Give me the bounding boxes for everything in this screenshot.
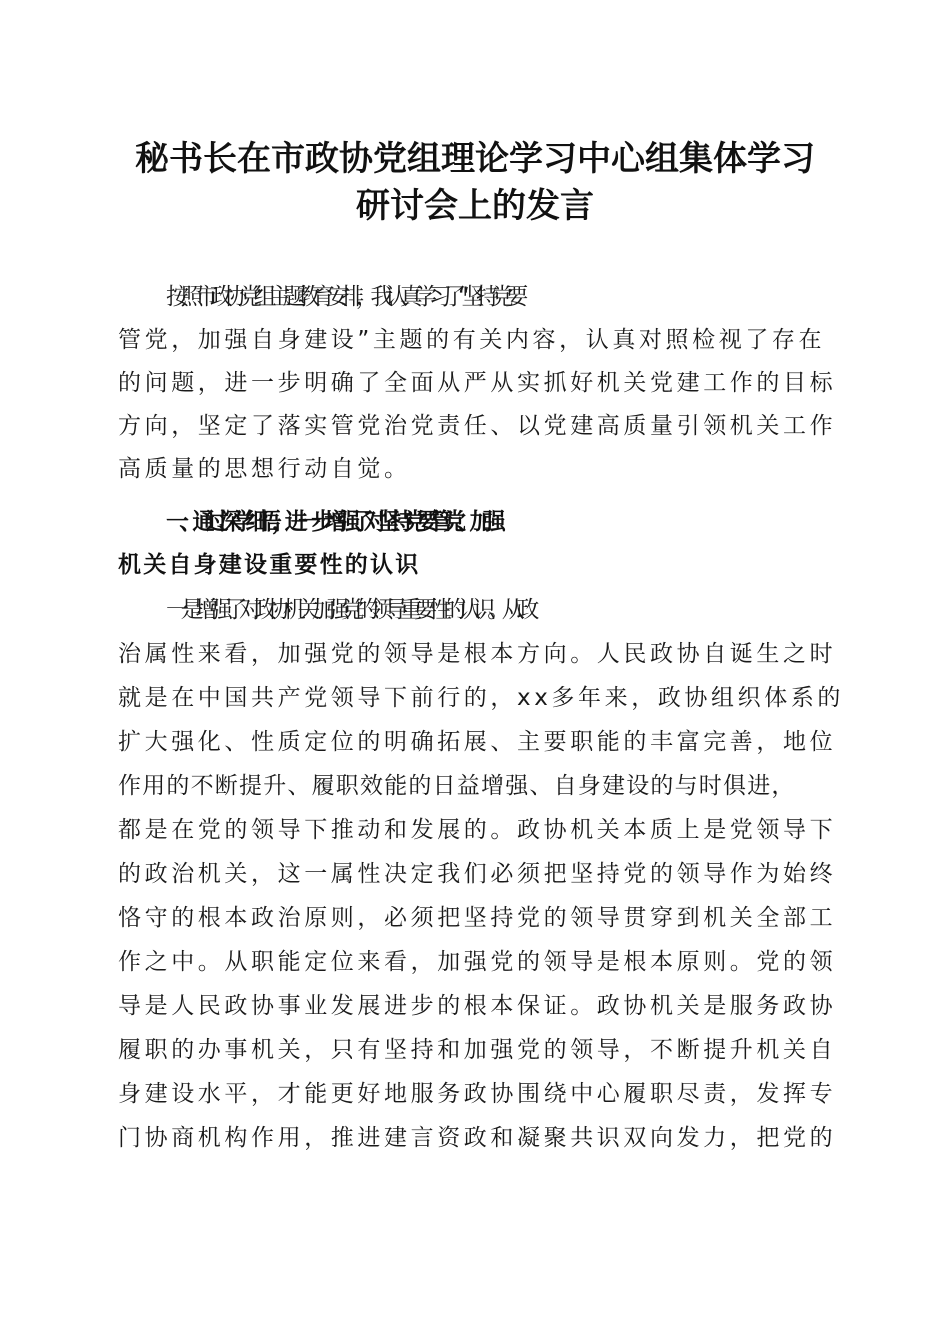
paragraph-line: 作用的不断提升、履职效能的日益增强、自身建设的与时俱进， bbox=[118, 773, 796, 799]
paragraph-line: 身建设水平，才能更好地服务政协围绕中心履职尽责，发挥专 bbox=[118, 1081, 837, 1107]
paragraph-line: 的政治机关，这一属性决定我们必须把坚持党的领导作为始终 bbox=[118, 861, 837, 887]
paragraph-line: 治属性来看，加强党的领导是根本方向。人民政协自诞生之时 bbox=[118, 641, 837, 667]
intro-line: 方向，坚定了落实管党治党责任、以党建高质量引领机关工作 bbox=[118, 413, 837, 439]
paragraph-line: 一是增强了对政协机关加强党的领导重要性的认识。从政 bbox=[166, 597, 532, 623]
paragraph-line: 导是人民政协事业发展进步的根本保证。政协机关是服务政协 bbox=[118, 993, 837, 1019]
intro-line: 按照市政协党组主题教育安排，我认真学习了“坚持党要 bbox=[166, 284, 520, 310]
intro-line: 的问题，进一步明确了全面从严从实抓好机关党建工作的目标 bbox=[118, 370, 837, 396]
paragraph-line: 作之中。从职能定位来看，加强党的领导是根本原则。党的领 bbox=[118, 949, 837, 975]
paragraph-line: 履职的办事机关，只有坚持和加强党的领导，不断提升机关自 bbox=[118, 1037, 837, 1063]
section-heading-line: 一、通过深学细悟，进一步增强了对坚持党要管党、加强 bbox=[166, 509, 497, 535]
section-heading-line: 机关自身建设重要性的认识 bbox=[118, 552, 421, 578]
document-title-line-2: 研讨会上的发言 bbox=[356, 186, 594, 226]
paragraph-line: 恪守的根本政治原则，必须把坚持党的领导贯穿到机关全部工 bbox=[118, 905, 837, 931]
paragraph-line: 扩大强化、性质定位的明确拓展、主要职能的丰富完善，地位 bbox=[118, 729, 837, 755]
paragraph-line: 门协商机构作用，推进建言资政和凝聚共识双向发力，把党的 bbox=[118, 1125, 837, 1151]
document-title-line-1: 秘书长在市政协党组理论学习中心组集体学习 bbox=[135, 139, 815, 179]
intro-line: 管党，加强自身建设”主题的有关内容，认真对照检视了存在 bbox=[118, 327, 826, 353]
intro-line: 高质量的思想行动自觉。 bbox=[118, 456, 411, 482]
paragraph-line: 就是在中国共产党领导下前行的，xx多年来，政协组织体系的 bbox=[118, 685, 845, 711]
paragraph-line: 都是在党的领导下推动和发展的。政协机关本质上是党领导下 bbox=[118, 817, 837, 843]
